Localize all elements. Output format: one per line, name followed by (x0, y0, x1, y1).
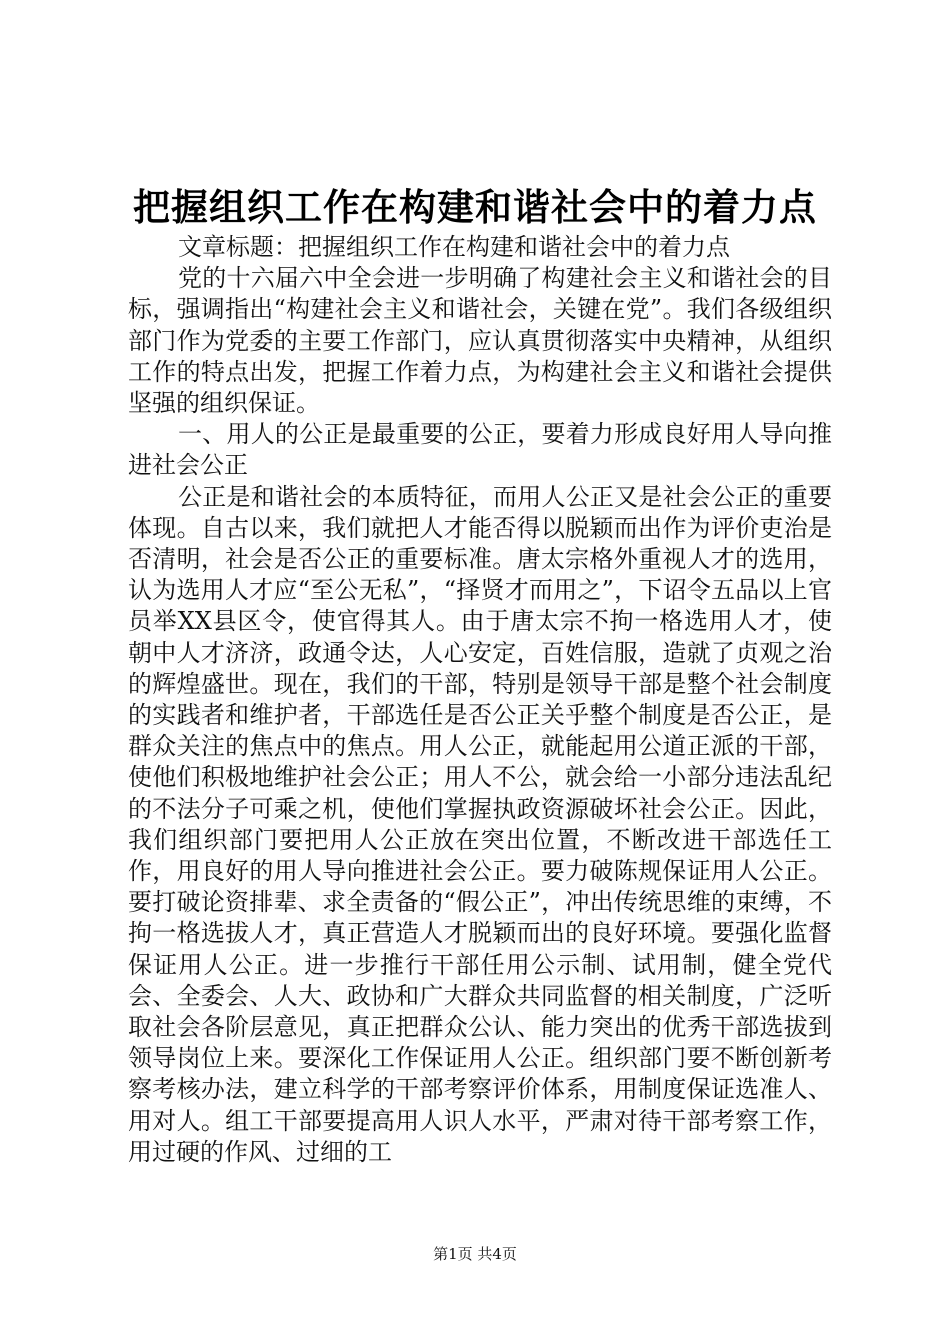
paragraph-intro: 党的十六届六中全会进一步明确了构建社会主义和谐社会的目标，强调指出“构建社会主义和谐社会，关键在党”。我们各级组织部门作为党委的主要工作部门，应认真贯彻落实中央精神，从组织工作的特点出发，把握工作着力点，为构建社会主义和谐社会提供坚强的组织保证。 (128, 264, 832, 418)
paragraph-section-heading: 一、用人的公正是最重要的公正，要着力形成良好用人导向推进社会公正 (128, 420, 832, 480)
document-body (128, 232, 832, 1168)
document-title: 把握组织工作在构建和谐社会中的着力点 (133, 186, 817, 229)
paragraph-article-title: 文章标题：把握组织工作在构建和谐社会中的着力点 (178, 233, 730, 261)
page-footer: 第1页 共4页 (433, 1245, 517, 1263)
paragraph-section-body: 公正是和谐社会的本质特征，而用人公正又是社会公正的重要体现。自古以来，我们就把人才能否得以脱颖而出作为评价吏治是否清明，社会是否公正的重要标准。唐太宗格外重视人才的选用，认为选用人才应“至公无私”，“择贤才而用之”，下诏令五品以上官员举XX县区令，使官得其人。由于唐太宗不拘一格选用人才，使朝中人才济济，政通令达，人心安定，百姓信服，造就了贞观之治的辉煌盛世。现在，我们的干部，特别是领导干部是整个社会制度的实践者和维护者，干部选任是否公正关乎整个制度是否公正，是群众关注的焦点中的焦点。用人公正，就能起用公道正派的干部，使他们积极地维护社会公正；用人不公，就会给一小部分违法乱纪的不法分子可乘之机，使他们掌握执政资源破坏社会公正。因此，我们组织部门要把用人公正放在突出位置，不断改进干部选任工作，用良好的用人导向推进社会公正。要力破陈规保证用人公正。要打破论资排辈、求全责备的“假公正”，冲出传统思维的束缚，不拘一格选拔人才，真正营造人才脱颖而出的良好环境。要强化监督保证用人公正。进一步推行干部任用公示制、试用制，健全党代会、全委会、人大、政协和广大群众共同监督的相关制度，广泛听取社会各阶层意见，真正把群众公认、能力突出的优秀干部选拔到领导岗位上来。要深化工作保证用人公正。组织部门要不断创新考察考核办法，建立科学的干部考察评价体系，用制度保证选准人、用对人。组工干部要提高用人识人水平，严肃对待干部考察工作，用过硬的作风、过细的工 (128, 482, 832, 1166)
